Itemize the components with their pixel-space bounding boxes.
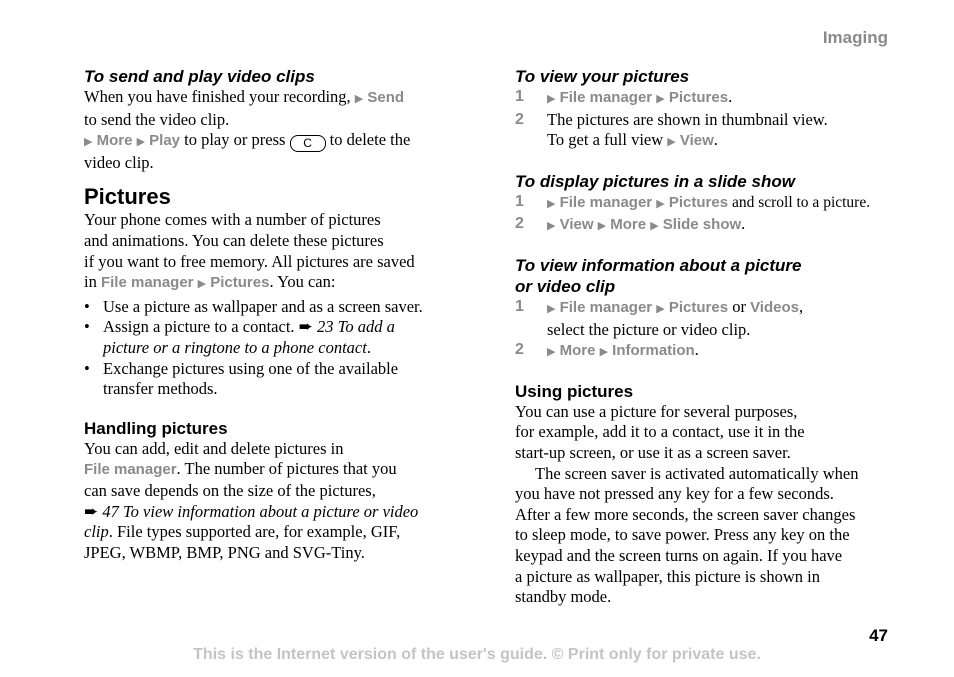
slide-show-title: To display pictures in a slide show bbox=[515, 171, 795, 191]
menu-arrow-icon: ▶ bbox=[656, 197, 665, 210]
handling-line-1: You can add, edit and delete pictures in bbox=[84, 438, 344, 458]
handling-line-5: clip. File types supported are, for example, GIF, bbox=[84, 522, 401, 542]
reference-arrow-icon: ➨ bbox=[298, 317, 313, 337]
bullet-exchange: • Exchange pictures using one of the available transfer methods. bbox=[84, 358, 399, 399]
send-video-title: To send and play video clips bbox=[84, 67, 315, 86]
handling-line-3: can save depends on the size of the pictures, bbox=[84, 480, 376, 500]
handling-line-6: JPEG, WBMP, BMP, PNG and SVG-Tiny. bbox=[84, 542, 365, 562]
menu-more: More bbox=[96, 132, 133, 150]
left-column bbox=[84, 66, 464, 563]
info-step-2: 2 ▶ More ▶ Information. bbox=[515, 340, 699, 360]
menu-arrow-icon: ▶ bbox=[354, 93, 364, 105]
menu-slide-show: Slide show bbox=[662, 216, 742, 234]
handling-line-4 bbox=[84, 502, 464, 523]
view-pictures-title: To view your pictures bbox=[515, 67, 690, 86]
menu-arrow-icon: ▶ bbox=[197, 278, 207, 291]
pictures-line-2: and animations. You can delete these pictures bbox=[84, 230, 384, 250]
menu-pictures: Pictures bbox=[668, 193, 729, 211]
reference-link[interactable]: 47 To view information about a picture or video bbox=[98, 501, 419, 521]
menu-arrow-icon: ▶ bbox=[650, 220, 659, 233]
pictures-title: Pictures bbox=[84, 184, 171, 210]
menu-arrow-icon: ▶ bbox=[547, 346, 556, 359]
menu-file-manager: File manager bbox=[559, 298, 653, 316]
using-line-6: After a few more seconds, the screen saver changes bbox=[515, 504, 856, 524]
using-pictures-title: Using pictures bbox=[515, 381, 634, 401]
bullet-icon: • bbox=[84, 358, 90, 378]
menu-arrow-icon: ▶ bbox=[656, 93, 665, 105]
handling-line-2: File manager. The number of pictures that you bbox=[84, 459, 397, 479]
menu-file-manager: File manager bbox=[100, 274, 194, 292]
menu-arrow-icon: ▶ bbox=[599, 346, 609, 359]
menu-file-manager: File manager bbox=[559, 193, 653, 211]
pictures-line-3: if you want to free memory. All pictures are saved bbox=[84, 251, 415, 271]
using-line-10: standby mode. bbox=[515, 587, 612, 607]
pictures-line-1: Your phone comes with a number of pictures bbox=[84, 210, 381, 230]
menu-pictures: Pictures bbox=[668, 89, 729, 106]
footer-notice: This is the Internet version of the user's guide. © Print only for private use. bbox=[193, 646, 761, 663]
menu-more: More bbox=[559, 342, 596, 360]
send-paragraph-1: When you have finished your recording, ▶ Send bbox=[84, 87, 405, 106]
pictures-line-4: in File manager ▶ Pictures. You can: bbox=[84, 272, 336, 292]
page-number: 47 bbox=[869, 626, 888, 645]
menu-view: View bbox=[679, 132, 714, 150]
menu-file-manager: File manager bbox=[559, 89, 653, 106]
menu-arrow-icon: ▶ bbox=[547, 197, 556, 210]
slide-step-2: 2 ▶ View ▶ More ▶ Slide show. bbox=[515, 214, 746, 234]
menu-arrow-icon: ▶ bbox=[84, 136, 93, 149]
using-line-9: a picture as wallpaper, this picture is shown in bbox=[515, 566, 820, 586]
using-line-7: to sleep mode, to save power. Press any key on the bbox=[515, 525, 850, 545]
using-line-2: for example, add it to a contact, use it in the bbox=[515, 422, 805, 442]
menu-arrow-icon: ▶ bbox=[667, 136, 676, 149]
menu-videos: Videos bbox=[750, 298, 799, 316]
menu-send: Send bbox=[367, 89, 405, 106]
bullet-icon: • bbox=[84, 317, 90, 337]
menu-more: More bbox=[610, 216, 647, 234]
menu-arrow-icon: ▶ bbox=[597, 220, 607, 233]
reference-link[interactable]: picture or a ringtone to a phone contact bbox=[103, 337, 367, 357]
menu-play: Play bbox=[149, 132, 181, 150]
send-paragraph-2b: video clip. bbox=[84, 152, 154, 172]
using-line-8: keypad and the screen turns on again. If you have bbox=[515, 545, 843, 565]
view-step-2: 2 The pictures are shown in thumbnail view. To get a full view ▶ View. bbox=[515, 109, 828, 150]
right-column bbox=[515, 66, 895, 608]
info-title: To view information about a picture or video clip bbox=[515, 255, 802, 296]
menu-arrow-icon: ▶ bbox=[547, 220, 556, 233]
menu-arrow-icon: ▶ bbox=[136, 136, 146, 149]
menu-arrow-icon: ▶ bbox=[547, 302, 556, 315]
menu-pictures: Pictures bbox=[668, 298, 729, 316]
send-paragraph-2: ▶ More ▶ Play to play or press C to delete the bbox=[84, 130, 411, 151]
menu-pictures: Pictures bbox=[210, 274, 270, 292]
using-line-4: The screen saver is activated automatically when bbox=[535, 463, 859, 483]
reference-link[interactable]: clip bbox=[84, 522, 109, 542]
reference-arrow-icon: ➨ bbox=[84, 501, 99, 521]
handling-title: Handling pictures bbox=[84, 418, 228, 438]
view-step-1: 1 ▶ File manager ▶ Pictures. bbox=[515, 87, 733, 106]
menu-view: View bbox=[559, 216, 594, 234]
bullet-assign: • Assign a picture to a contact. ➨ 23 To add a picture or a ringtone to a phone contact. bbox=[84, 317, 395, 357]
menu-file-manager: File manager bbox=[84, 461, 177, 479]
using-line-3: start-up screen, or use it as a screen saver. bbox=[515, 442, 791, 462]
menu-arrow-icon: ▶ bbox=[656, 302, 665, 315]
send-paragraph-1b: to send the video clip. bbox=[84, 109, 230, 129]
menu-arrow-icon: ▶ bbox=[547, 93, 556, 105]
using-line-1: You can use a picture for several purposes, bbox=[515, 401, 798, 421]
reference-link[interactable]: 23 To add a bbox=[312, 317, 395, 337]
using-line-5: you have not pressed any key for a few seconds. bbox=[515, 484, 834, 504]
chapter-header: Imaging bbox=[822, 28, 888, 47]
info-step-1: 1 ▶ File manager ▶ Pictures or Videos, select the picture or video clip. bbox=[515, 296, 804, 339]
bullet-icon: • bbox=[84, 296, 90, 316]
bullet-wallpaper: • Use a picture as wallpaper and as a screen saver. bbox=[84, 296, 423, 316]
slide-step-1: 1 ▶ File manager ▶ Pictures and scroll to a picture. bbox=[515, 192, 871, 211]
c-key-icon: C bbox=[290, 135, 326, 152]
menu-information: Information bbox=[612, 342, 695, 360]
